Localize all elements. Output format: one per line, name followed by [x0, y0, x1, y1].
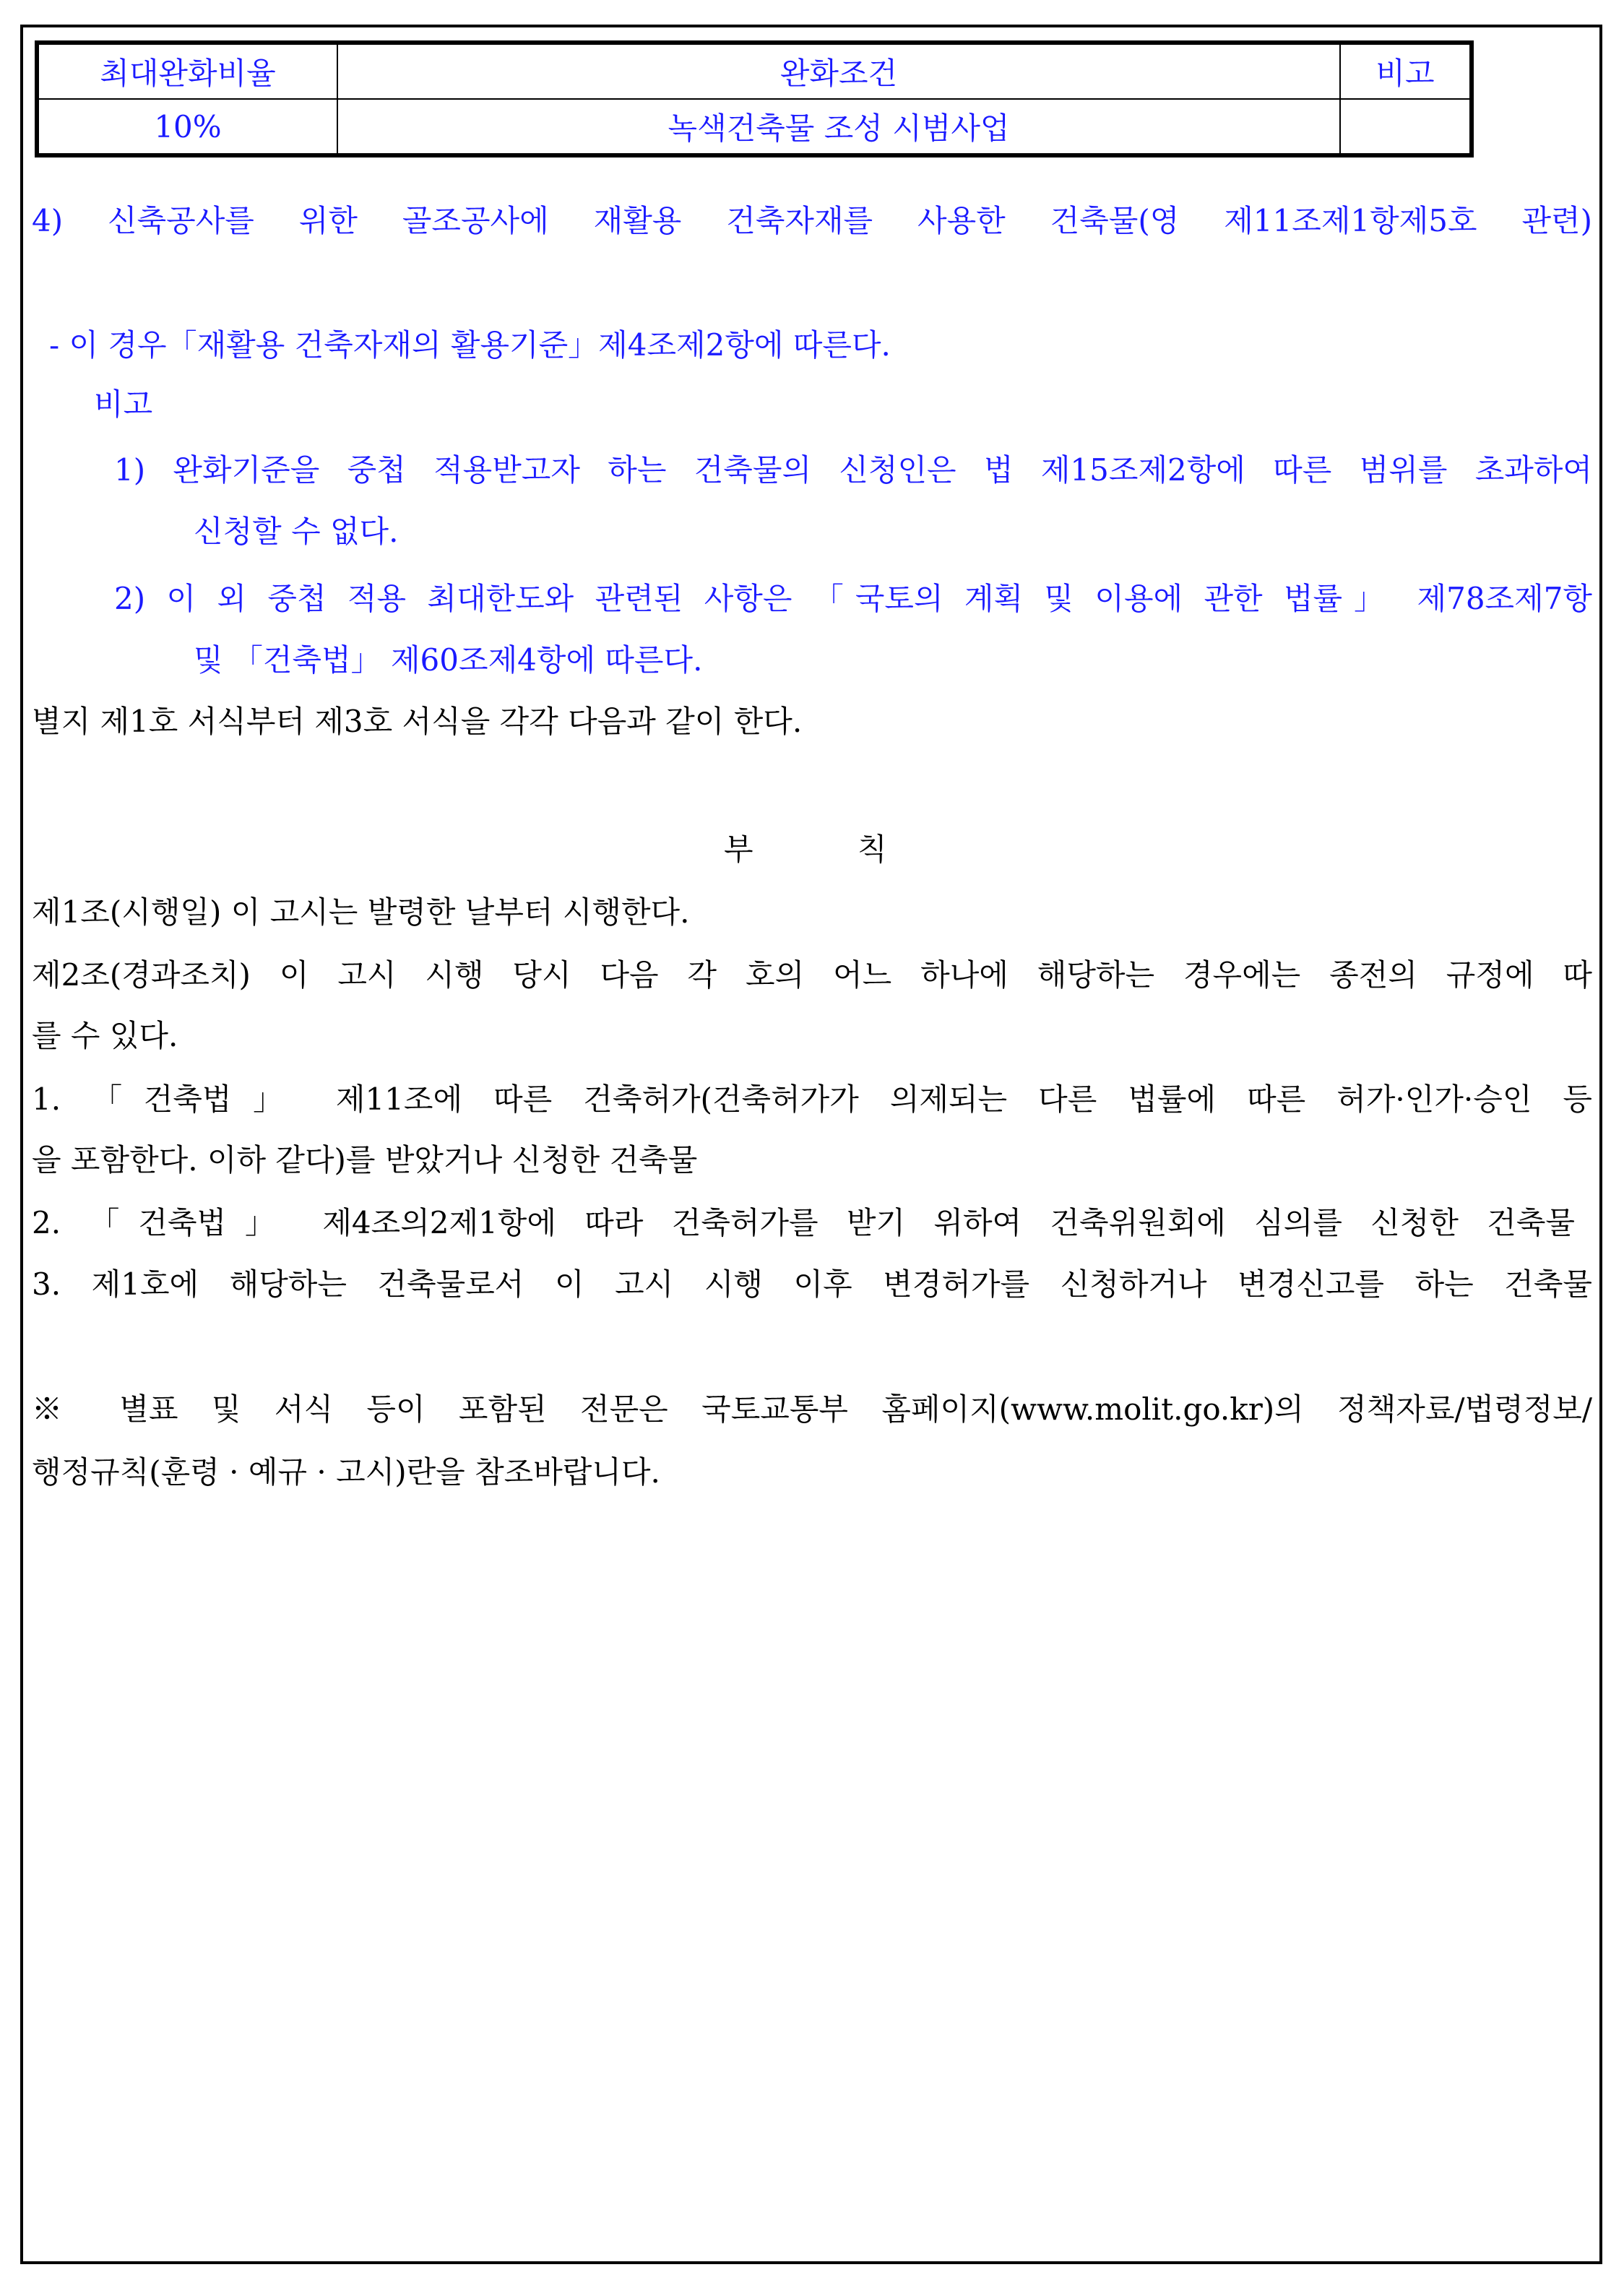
remark-1: 1) 완화기준을 중첩 적용받고자 하는 건축물의 신청인은 법 제15조제2항에 따른 범위를 초과하여	[114, 452, 1592, 488]
paragraph-3: 3. 제1호에 해당하는 건축물로서 이 고시 시행 이후 변경허가를 신청하거나 변경신고를 하는 건축물	[32, 1266, 1592, 1302]
table-cell	[1340, 99, 1472, 155]
table-row	[37, 99, 1472, 155]
footnote: ※ 별표 및 서식 등이 포함된 전문은 국토교통부 홈페이지(www.molit.go.kr)의 정책자료/법령정보/	[32, 1391, 1592, 1427]
article-1: 제1조(시행일) 이 고시는 발령한 날부터 시행한다.	[32, 894, 690, 930]
relaxation-table	[35, 40, 1474, 157]
table-header-cell: 비고	[1340, 43, 1472, 99]
addenda-title-2: 칙	[858, 832, 887, 867]
footnote-cont: 행정규칙(훈령 · 예규 · 고시)란을 참조바랍니다.	[32, 1454, 660, 1490]
item-4: 4) 신축공사를 위한 골조공사에 재활용 건축자재를 사용한 건축물(영 제11조제1항제5호 관련)	[32, 203, 1592, 238]
forms-note: 별지 제1호 서식부터 제3호 서식을 각각 다음과 같이 한다.	[32, 704, 803, 739]
paragraph-1: 1. 「건축법」 제11조에 따른 건축허가(건축허가가 의제되는 다른 법률에 따른 허가·인가·승인 등	[32, 1082, 1592, 1117]
remark-2-cont: 및 「건축법」 제60조제4항에 따른다.	[194, 642, 703, 678]
table-header-row	[37, 43, 1472, 99]
remark-1-cont: 신청할 수 없다.	[194, 514, 399, 549]
table-header-cell: 최대완화비율	[37, 43, 337, 99]
article-2: 제2조(경과조치) 이 고시 시행 당시 다음 각 호의 어느 하나에 해당하는 경우에는 종전의 규정에 따	[32, 957, 1592, 993]
table-cell: 10%	[37, 99, 337, 155]
remark-2: 2) 이 외 중첩 적용 최대한도와 관련된 사항은 「국토의 계획 및 이용에 관한 법률」 제78조제7항	[114, 581, 1592, 616]
paragraph-2: 2. 「건축법」 제4조의2제1항에 따라 건축허가를 받기 위하여 건축위원회에 심의를 신청한 건축물	[32, 1205, 1575, 1240]
document-page	[20, 25, 1602, 2264]
article-2-cont: 를 수 있다.	[32, 1018, 178, 1053]
remarks-title: 비고	[94, 387, 153, 422]
paragraph-1-cont: 을 포함한다. 이하 같다)를 받았거나 신청한 건축물	[32, 1142, 698, 1178]
addenda-title-1: 부	[724, 832, 753, 867]
table-header-cell: 완화조건	[337, 43, 1340, 99]
table-cell: 녹색건축물 조성 시범사업	[337, 99, 1340, 155]
dash-note: - 이 경우「재활용 건축자재의 활용기준」제4조제2항에 따른다.	[49, 327, 891, 363]
